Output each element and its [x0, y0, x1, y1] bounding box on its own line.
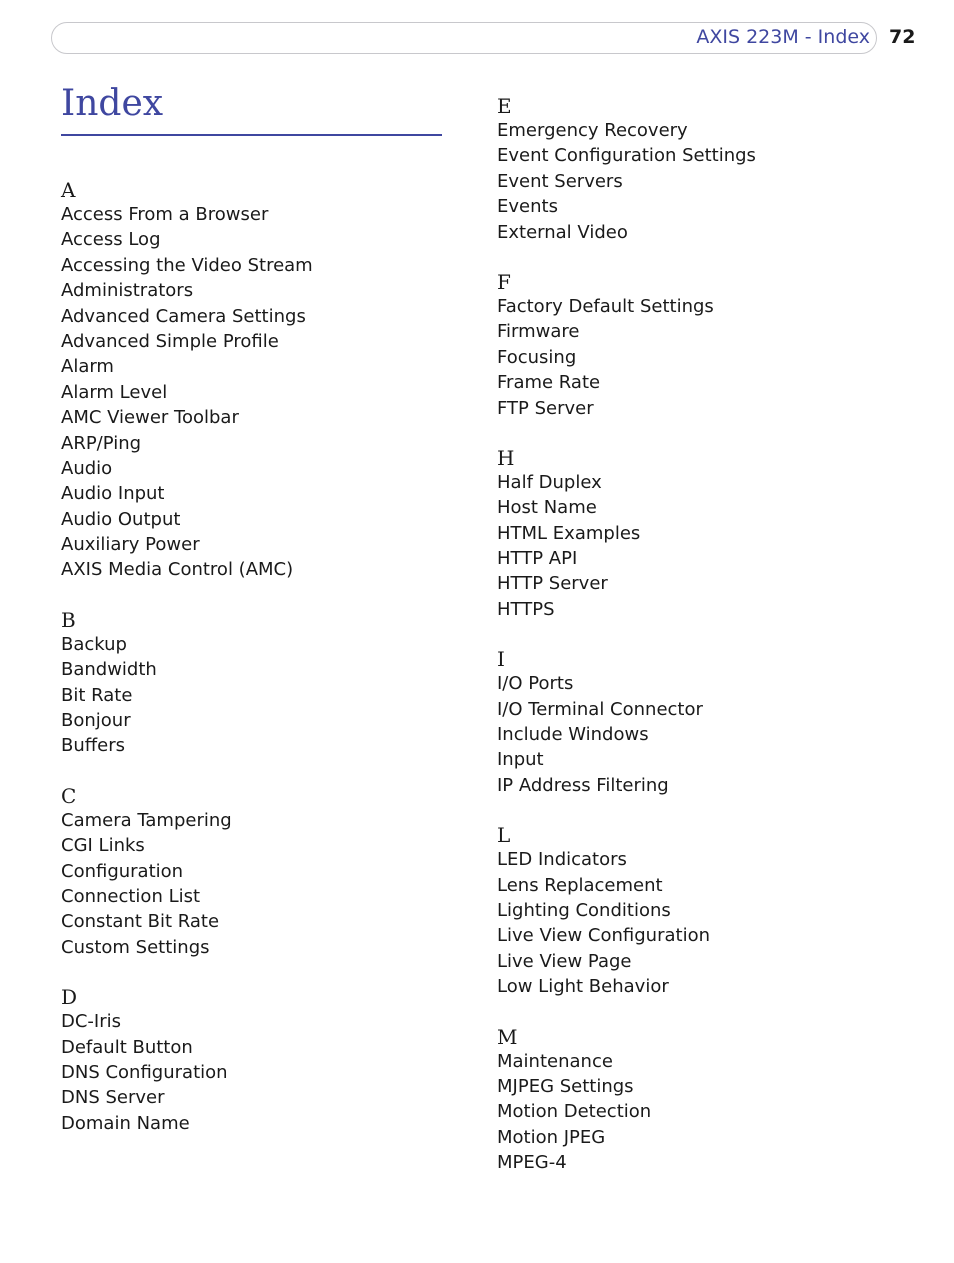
index-column-left	[61, 178, 313, 1161]
section-letter: I	[497, 647, 505, 672]
index-entry[interactable]: Event Configuration Settings	[497, 145, 756, 167]
index-entry[interactable]: Audio	[61, 457, 113, 479]
index-entry[interactable]: Bonjour	[61, 710, 131, 732]
index-entry[interactable]: Audio Output	[61, 508, 181, 530]
index-section	[61, 178, 313, 583]
index-entry[interactable]: HTTP API	[497, 548, 578, 570]
index-section	[61, 608, 313, 759]
index-entry[interactable]: Host Name	[497, 497, 597, 519]
page-number: 72	[889, 26, 916, 48]
page-title: Index	[61, 83, 164, 124]
index-entry[interactable]: MPEG-4	[497, 1152, 567, 1174]
section-letter: A	[61, 178, 76, 202]
index-entry[interactable]: Firmware	[497, 321, 580, 343]
index-entry[interactable]: Auxiliary Power	[61, 534, 200, 556]
index-entry[interactable]: Alarm	[61, 356, 114, 378]
header-title: AXIS 223M - Index	[696, 26, 870, 48]
index-section	[497, 270, 756, 421]
index-entry[interactable]: Constant Bit Rate	[61, 911, 220, 933]
index-entry[interactable]: ARP/Ping	[61, 432, 142, 454]
index-entry[interactable]: CGI Links	[61, 835, 145, 857]
index-section	[497, 647, 756, 798]
section-letter: H	[497, 445, 515, 470]
index-entry[interactable]: Factory Default Settings	[497, 295, 714, 317]
index-entry[interactable]: Frame Rate	[497, 372, 601, 394]
index-entry[interactable]: Maintenance	[497, 1050, 613, 1072]
index-entry[interactable]: Half Duplex	[497, 471, 602, 493]
index-column-right	[497, 94, 756, 1201]
index-entry[interactable]: IP Address Filtering	[497, 774, 669, 796]
index-section	[61, 985, 313, 1136]
index-entry[interactable]: Bit Rate	[61, 684, 133, 706]
index-entry[interactable]: Default Button	[61, 1036, 193, 1058]
index-entry[interactable]: Bandwidth	[61, 659, 157, 681]
index-entry[interactable]: Access Log	[61, 229, 161, 251]
index-section	[497, 1025, 756, 1176]
index-entry[interactable]: DNS Server	[61, 1087, 165, 1109]
index-section	[61, 784, 313, 960]
section-letter: L	[497, 823, 511, 848]
index-entry[interactable]: Buffers	[61, 735, 126, 757]
index-entry[interactable]: HTML Examples	[497, 522, 641, 544]
section-letter: E	[497, 94, 512, 118]
index-entry[interactable]: Emergency Recovery	[497, 120, 688, 141]
index-entry[interactable]: FTP Server	[497, 397, 594, 419]
index-entry[interactable]: Custom Settings	[61, 936, 210, 958]
index-entry[interactable]: LED Indicators	[497, 849, 627, 871]
index-entry[interactable]: Backup	[61, 633, 127, 655]
index-entry[interactable]: Accessing the Video Stream	[61, 254, 313, 276]
index-entry[interactable]: Administrators	[61, 280, 194, 302]
index-entry[interactable]: DNS Configuration	[61, 1061, 228, 1083]
index-entry[interactable]: DC-Iris	[61, 1011, 122, 1033]
index-entry[interactable]: Advanced Simple Profile	[61, 330, 279, 352]
index-entry[interactable]: Lens Replacement	[497, 874, 663, 896]
section-letter: D	[61, 985, 78, 1010]
index-section	[497, 446, 756, 622]
index-entry[interactable]: Low Light Behavior	[497, 976, 669, 998]
section-letter: F	[497, 269, 511, 294]
index-entry[interactable]: Alarm Level	[61, 381, 168, 403]
index-entry[interactable]: Access From a Browser	[61, 204, 269, 225]
index-entry[interactable]: External Video	[497, 221, 628, 243]
index-entry[interactable]: I/O Ports	[497, 673, 574, 695]
index-entry[interactable]: Input	[497, 749, 544, 771]
index-entry[interactable]: Configuration	[61, 860, 184, 882]
index-entry[interactable]: HTTP Server	[497, 573, 608, 595]
index-entry[interactable]: Motion Detection	[497, 1101, 652, 1123]
section-letter: C	[61, 783, 77, 808]
index-entry[interactable]: Connection List	[61, 885, 201, 907]
index-entry[interactable]: Focusing	[497, 346, 577, 368]
index-entry[interactable]: HTTPS	[497, 598, 555, 620]
index-entry[interactable]: Advanced Camera Settings	[61, 305, 306, 327]
section-letter: M	[497, 1024, 518, 1049]
index-entry[interactable]: Camera Tampering	[61, 809, 232, 831]
index-entry[interactable]: AMC Viewer Toolbar	[61, 407, 239, 429]
index-entry[interactable]: MJPEG Settings	[497, 1075, 634, 1097]
index-entry[interactable]: Include Windows	[497, 724, 649, 746]
index-entry[interactable]: Audio Input	[61, 483, 165, 505]
title-rule	[61, 134, 442, 136]
index-entry[interactable]: Live View Page	[497, 950, 632, 972]
index-entry[interactable]: Domain Name	[61, 1112, 190, 1134]
index-entry[interactable]: Lighting Conditions	[497, 899, 671, 921]
index-entry[interactable]: Live View Configuration	[497, 925, 710, 947]
index-entry[interactable]: Event Servers	[497, 170, 623, 192]
index-section	[497, 823, 756, 999]
index-entry[interactable]: AXIS Media Control (AMC)	[61, 559, 294, 581]
section-letter: B	[61, 607, 76, 632]
index-entry[interactable]: I/O Terminal Connector	[497, 698, 703, 720]
index-section	[497, 94, 756, 245]
index-entry[interactable]: Motion JPEG	[497, 1126, 606, 1148]
index-entry[interactable]: Events	[497, 196, 558, 218]
